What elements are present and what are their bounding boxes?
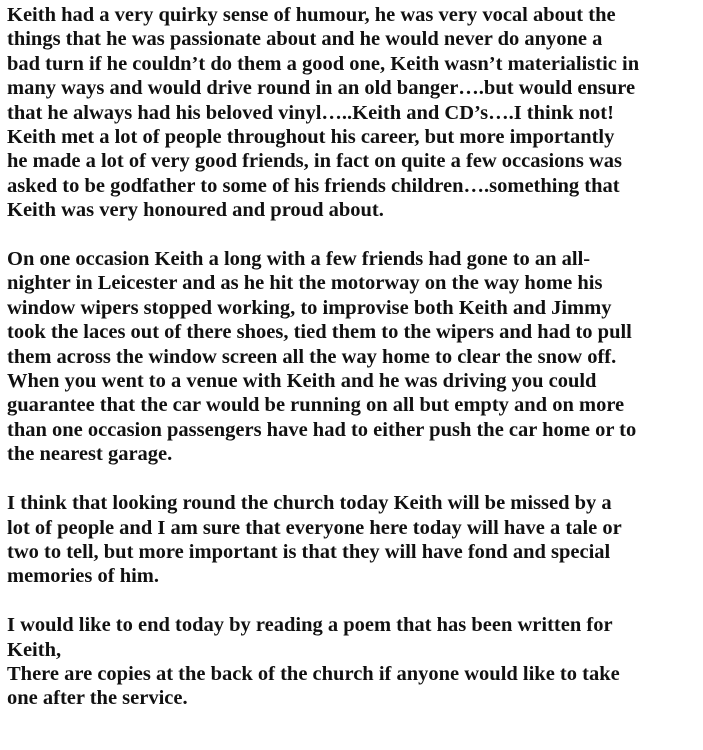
document-body — [7, 3, 701, 711]
paragraph-leicester-story: On one occasion Keith a long with a few friends had gone to an all- nighter in Leicester and as he hit the motorway on the way home his window wipers stopped working, to improvise both Keith and Jimmy took the laces out of there shoes, tied them to the wipers and had to pull them across the window screen all the way home to clear the snow off. When you went to a venue with Keith and he was driving you could guarantee that the car would be running on all but empty and on more than one occasion passengers have had to either push the car home or to the nearest garage. — [7, 248, 637, 466]
paragraph-keith-humour: Keith had a very quirky sense of humour, he was very vocal about the things that he was passionate about and he would never do anyone a bad turn if he couldn’t do them a good one, Keith wasn’t materialistic in many ways and would drive round in an old banger….but would ensure that he always had his beloved vinyl…..Keith and CD’s….I think not! Keith met a lot of people throughout his career, but more importantly he made a lot of very good friends, in fact on quite a few occasions was asked to be godfather to some of his friends children….something that Keith was very honoured and proud about. — [7, 4, 640, 222]
paragraph-missed-by-many: I think that looking round the church today Keith will be missed by a lot of people and I am sure that everyone here today will have a tale or two to tell, but more important is that they will have fond and special memories of him. — [7, 492, 622, 588]
paragraph-poem-intro: I would like to end today by reading a poem that has been written for Keith, There are copies at the back of the church if anyone would like to take one after the service. — [7, 614, 620, 710]
